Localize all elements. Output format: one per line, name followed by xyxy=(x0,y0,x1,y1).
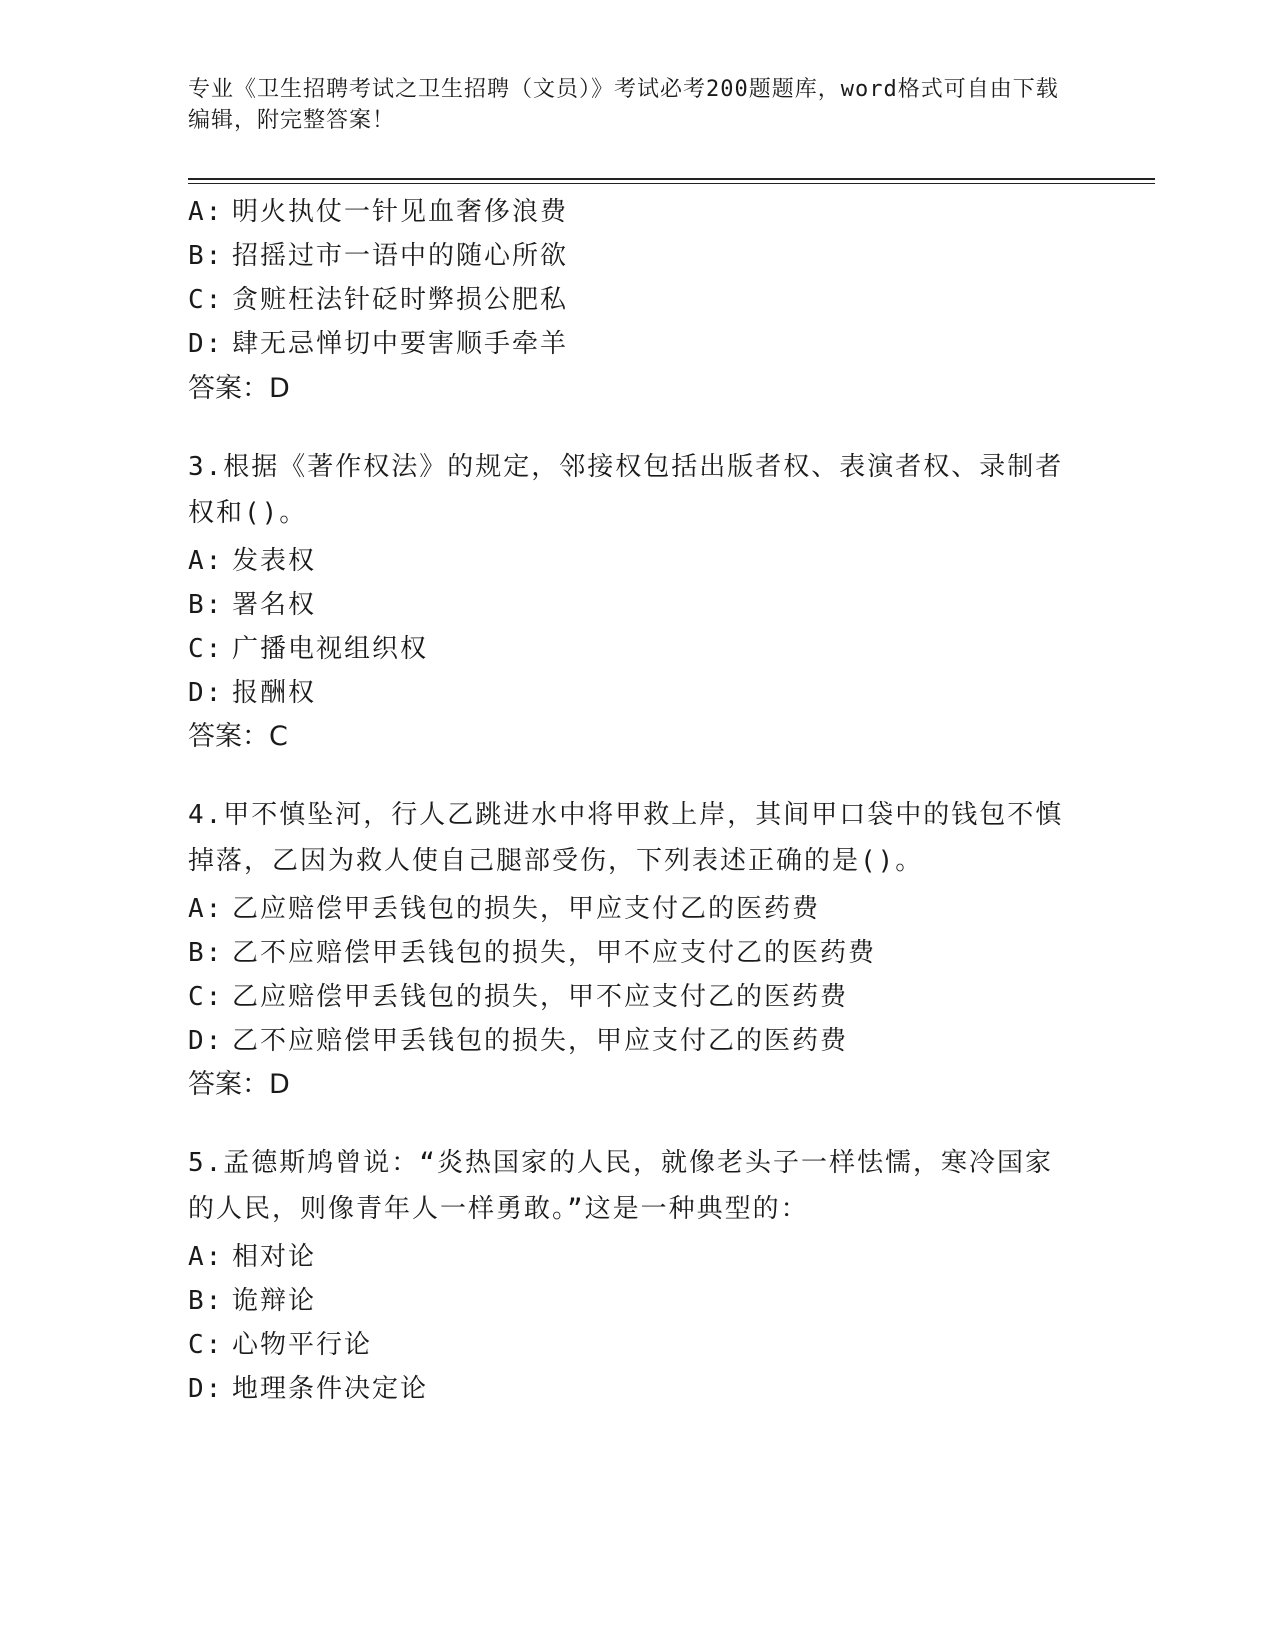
option-letter: C: xyxy=(188,982,224,1012)
option-text: 地理条件决定论 xyxy=(232,1374,429,1404)
q4-option-b xyxy=(188,932,876,969)
option-text: 乙应赔偿甲丢钱包的损失，甲应支付乙的医药费 xyxy=(232,894,821,924)
q4-option-d xyxy=(188,1020,848,1057)
option-letter: C: xyxy=(188,634,224,664)
option-letter: B: xyxy=(188,1286,224,1316)
option-text: 招摇过市一语中的随心所欲 xyxy=(232,241,569,271)
q5-option-a xyxy=(188,1236,316,1273)
option-letter: A: xyxy=(188,546,224,576)
option-letter: C: xyxy=(188,285,224,315)
header-divider-thin xyxy=(188,183,1155,184)
q3-option-c xyxy=(188,628,428,665)
option-text: 明火执仗一针见血奢侈浪费 xyxy=(232,197,569,227)
option-text: 乙应赔偿甲丢钱包的损失，甲不应支付乙的医药费 xyxy=(232,982,849,1012)
option-letter: A: xyxy=(188,894,224,924)
q2-answer: 答案：D xyxy=(188,373,290,404)
option-text: 诡辩论 xyxy=(232,1286,317,1316)
option-text: 相对论 xyxy=(232,1242,317,1272)
option-text: 报酬权 xyxy=(232,678,317,708)
option-letter: A: xyxy=(188,197,224,227)
q4-stem: 4.甲不慎坠河，行人乙跳进水中将甲救上岸，其间甲口袋中的钱包不慎掉落，乙因为救人使自己腿部受伤，下列表述正确的是()。 xyxy=(188,800,1064,876)
option-letter: D: xyxy=(188,1026,224,1056)
document-header: 专业《卫生招聘考试之卫生招聘（文员）》考试必考200题题库，word格式可自由下载编辑，附完整答案！ xyxy=(188,77,1059,133)
option-text: 乙不应赔偿甲丢钱包的损失，甲应支付乙的医药费 xyxy=(232,1026,849,1056)
option-letter: C: xyxy=(188,1330,224,1360)
option-text: 肆无忌惮切中要害顺手牵羊 xyxy=(232,329,569,359)
q3-stem: 3.根据《著作权法》的规定，邻接权包括出版者权、表演者权、录制者权和()。 xyxy=(188,452,1064,528)
q3-option-d xyxy=(188,672,316,709)
q3-option-b xyxy=(188,584,316,621)
option-letter: D: xyxy=(188,1374,224,1404)
q2-option-a xyxy=(188,191,568,228)
option-text: 贪赃枉法针砭时弊损公肥私 xyxy=(232,285,569,315)
header-divider-thick xyxy=(188,178,1155,180)
q4-option-c xyxy=(188,976,848,1013)
q5-option-d xyxy=(188,1368,428,1405)
q2-option-d xyxy=(188,323,568,360)
option-letter: B: xyxy=(188,938,224,968)
option-letter: A: xyxy=(188,1242,224,1272)
q3-option-a xyxy=(188,540,316,577)
option-letter: D: xyxy=(188,329,224,359)
option-letter: D: xyxy=(188,678,224,708)
q2-option-b xyxy=(188,235,568,272)
q4-option-a xyxy=(188,888,820,925)
option-letter: B: xyxy=(188,241,224,271)
q5-stem: 5.孟德斯鸠曾说：“炎热国家的人民，就像老头子一样怯懦，寒冷国家的人民，则像青年人一样勇敢。”这是一种典型的： xyxy=(188,1148,1053,1224)
option-text: 心物平行论 xyxy=(232,1330,373,1360)
option-text: 发表权 xyxy=(232,546,317,576)
q2-option-c xyxy=(188,279,568,316)
option-text: 乙不应赔偿甲丢钱包的损失，甲不应支付乙的医药费 xyxy=(232,938,877,968)
option-text: 广播电视组织权 xyxy=(232,634,429,664)
q4-answer: 答案：D xyxy=(188,1069,290,1100)
option-text: 署名权 xyxy=(232,590,317,620)
q5-option-b xyxy=(188,1280,316,1317)
option-letter: B: xyxy=(188,590,224,620)
q5-option-c xyxy=(188,1324,372,1361)
q3-answer: 答案：C xyxy=(188,721,288,752)
